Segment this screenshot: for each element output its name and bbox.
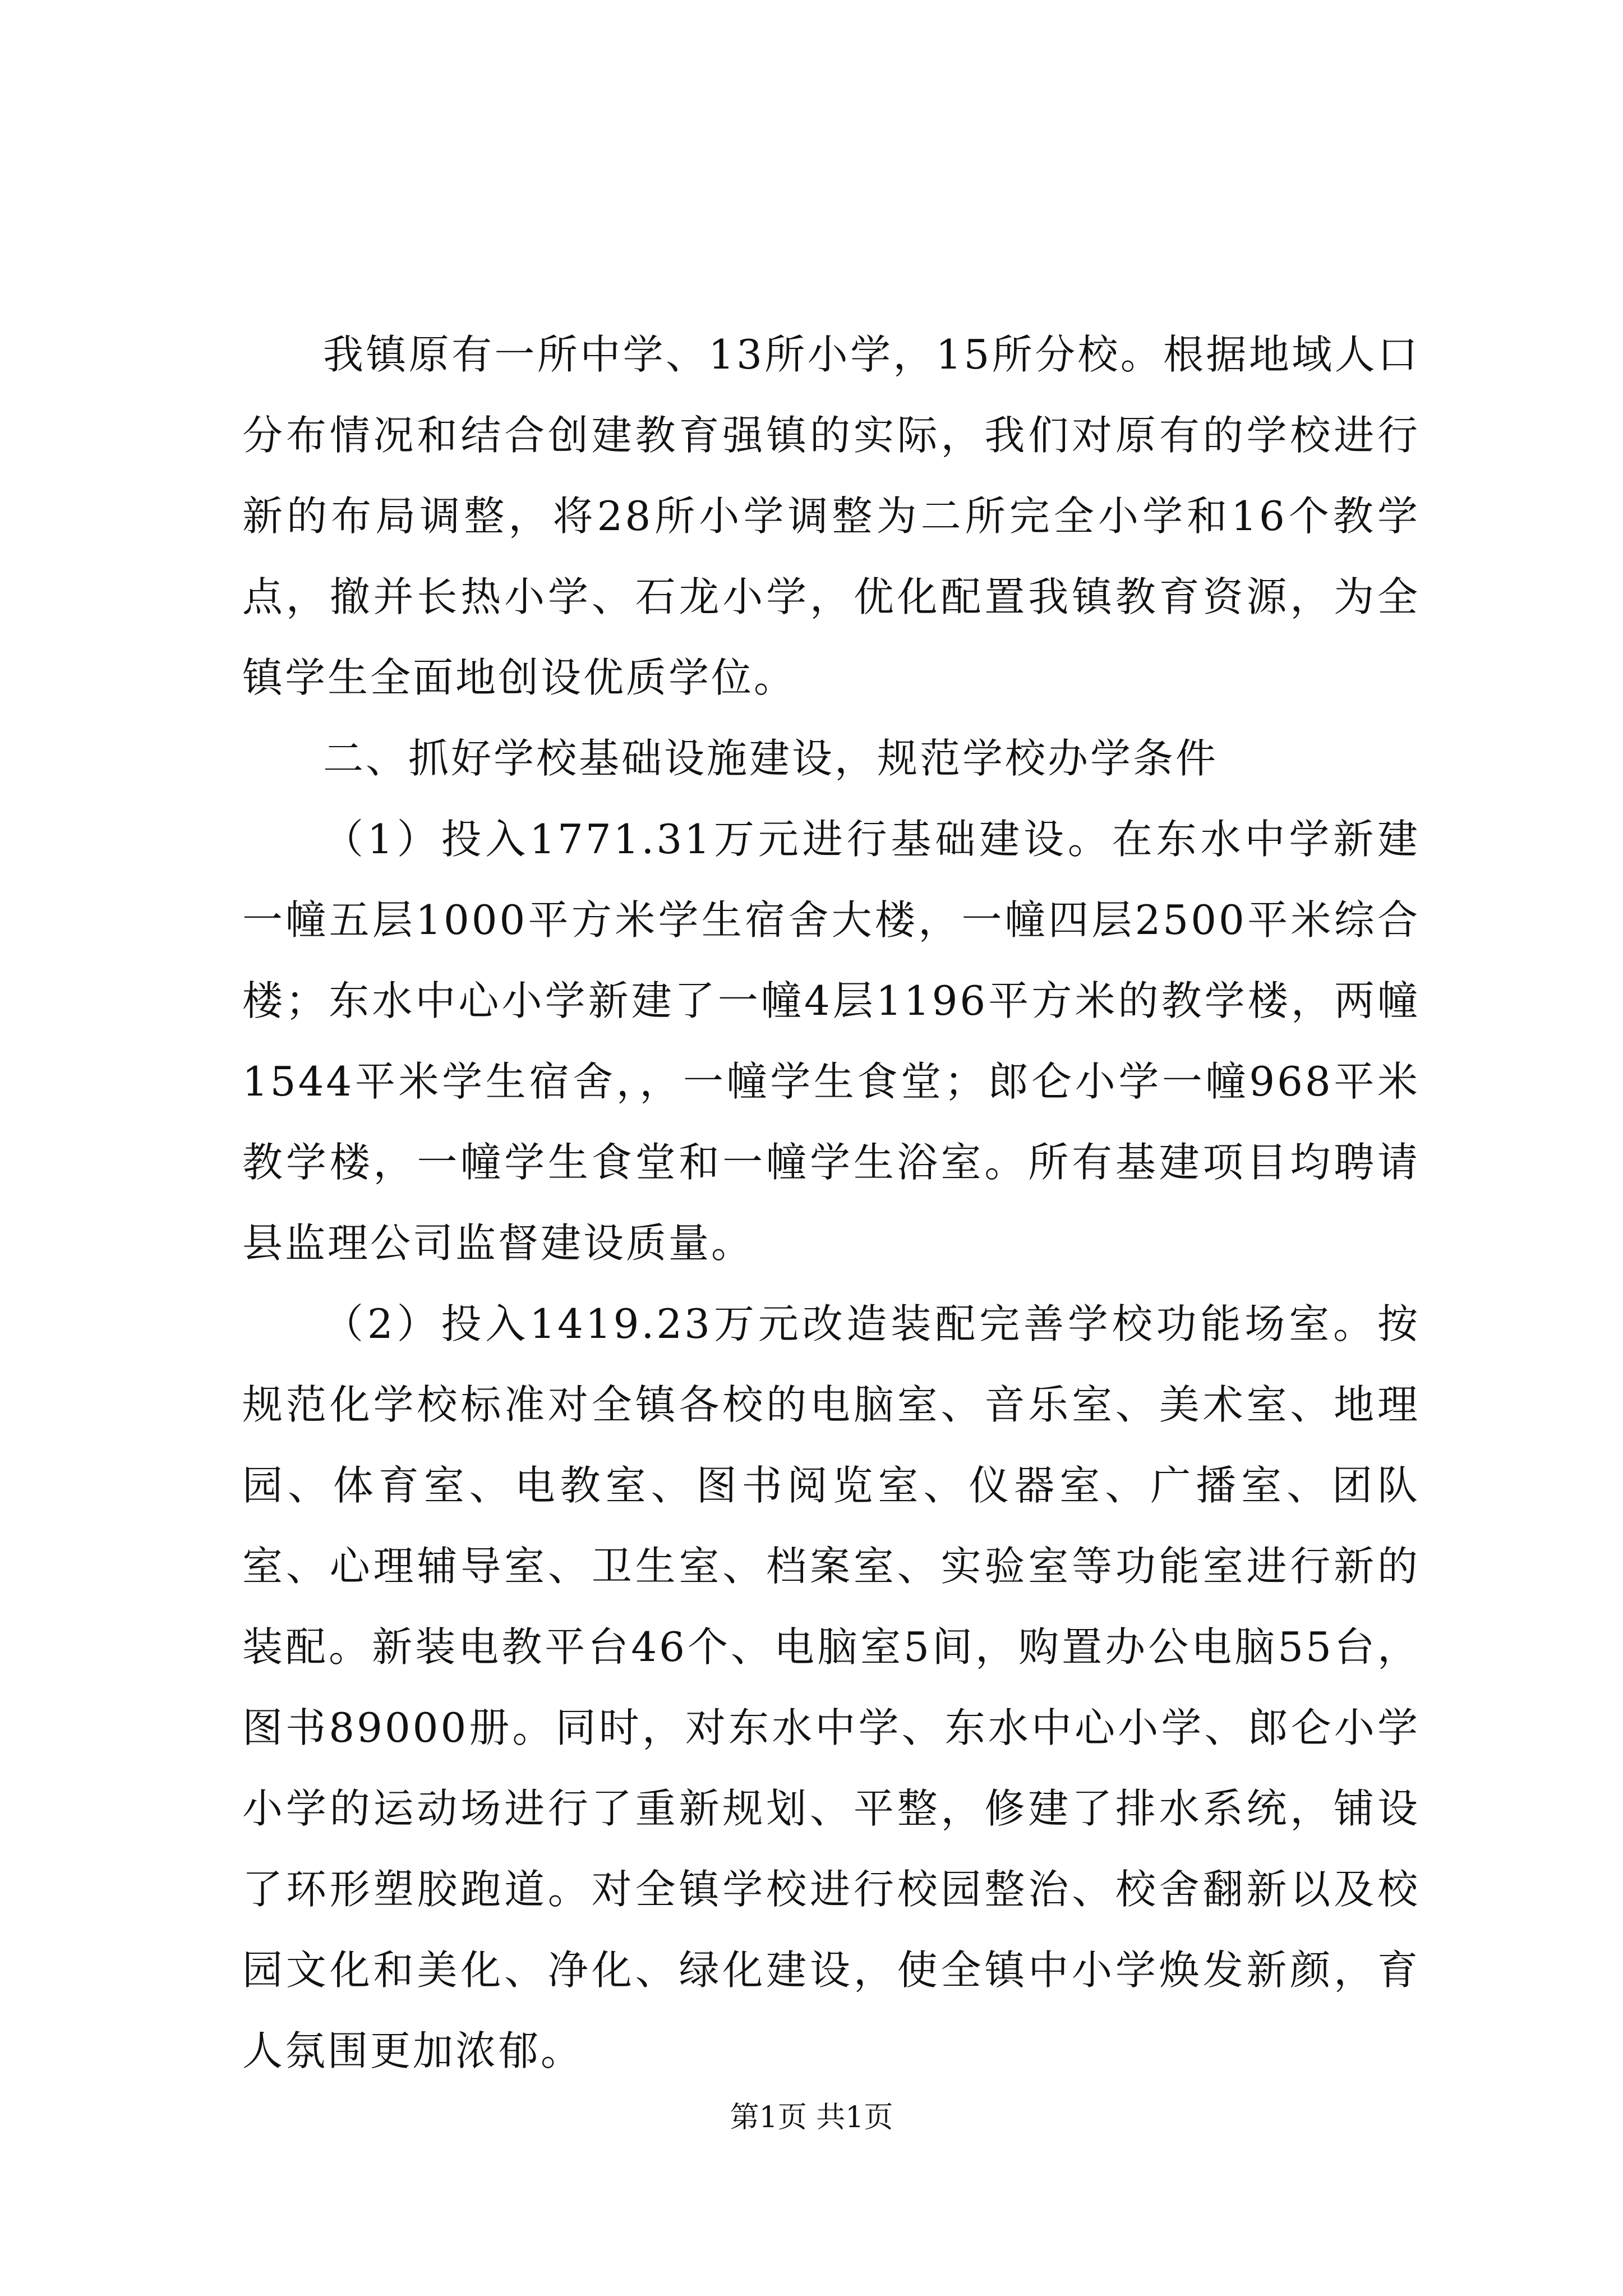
section-heading-infrastructure: 二、抓好学校基础设施建设，规范学校办学条件 [323,735,1219,782]
paragraph-facility-investment: （2）投入1419.23万元改造装配完善学校功能场室。按规范化学校标准对全镇各校的电脑室、音乐室、美术室、地理园、体育室、电教室、图书阅览室、仪器室、广播室、团队室、心理辅导室、卫生室、档案室、实验室等功能室进行新的装配。新装电教平台46个、电脑室5间，购置办公电脑55台，图书89000册。同时，对东水中学、东水中心小学、郎仑小学小学的运动场进行了重新规划、平整，修建了排水系统，铺设了环形塑胶跑道。对全镇学校进行校园整治、校舍翻新以及校园文化和美化、净化、绿化建设，使全镇中小学焕发新颜，育人氛围更加浓郁。 [242,1300,1420,2074]
document-body [242,314,1420,2091]
paragraph-construction-investment: （1）投入1771.31万元进行基础建设。在东水中学新建一幢五层1000平方米学生宿舍大楼，一幢四层2500平米综合楼；东水中心小学新建了一幢4层1196平方米的教学楼，两幢1544平米学生宿舍，，一幢学生食堂；郎仑小学一幢968平米教学楼，一幢学生食堂和一幢学生浴室。所有基建项目均聘请县监理公司监督建设质量。 [242,816,1420,1267]
paragraph-school-layout: 我镇原有一所中学、13所小学，15所分校。根据地域人口分布情况和结合创建教育强镇的实际，我们对原有的学校进行新的布局调整，将28所小学调整为二所完全小学和16个教学点，撤并长热小学、石龙小学，优化配置我镇教育资源，为全镇学生全面地创设优质学位。 [242,331,1420,701]
page-footer: 第1页 共1页 [730,2101,893,2134]
